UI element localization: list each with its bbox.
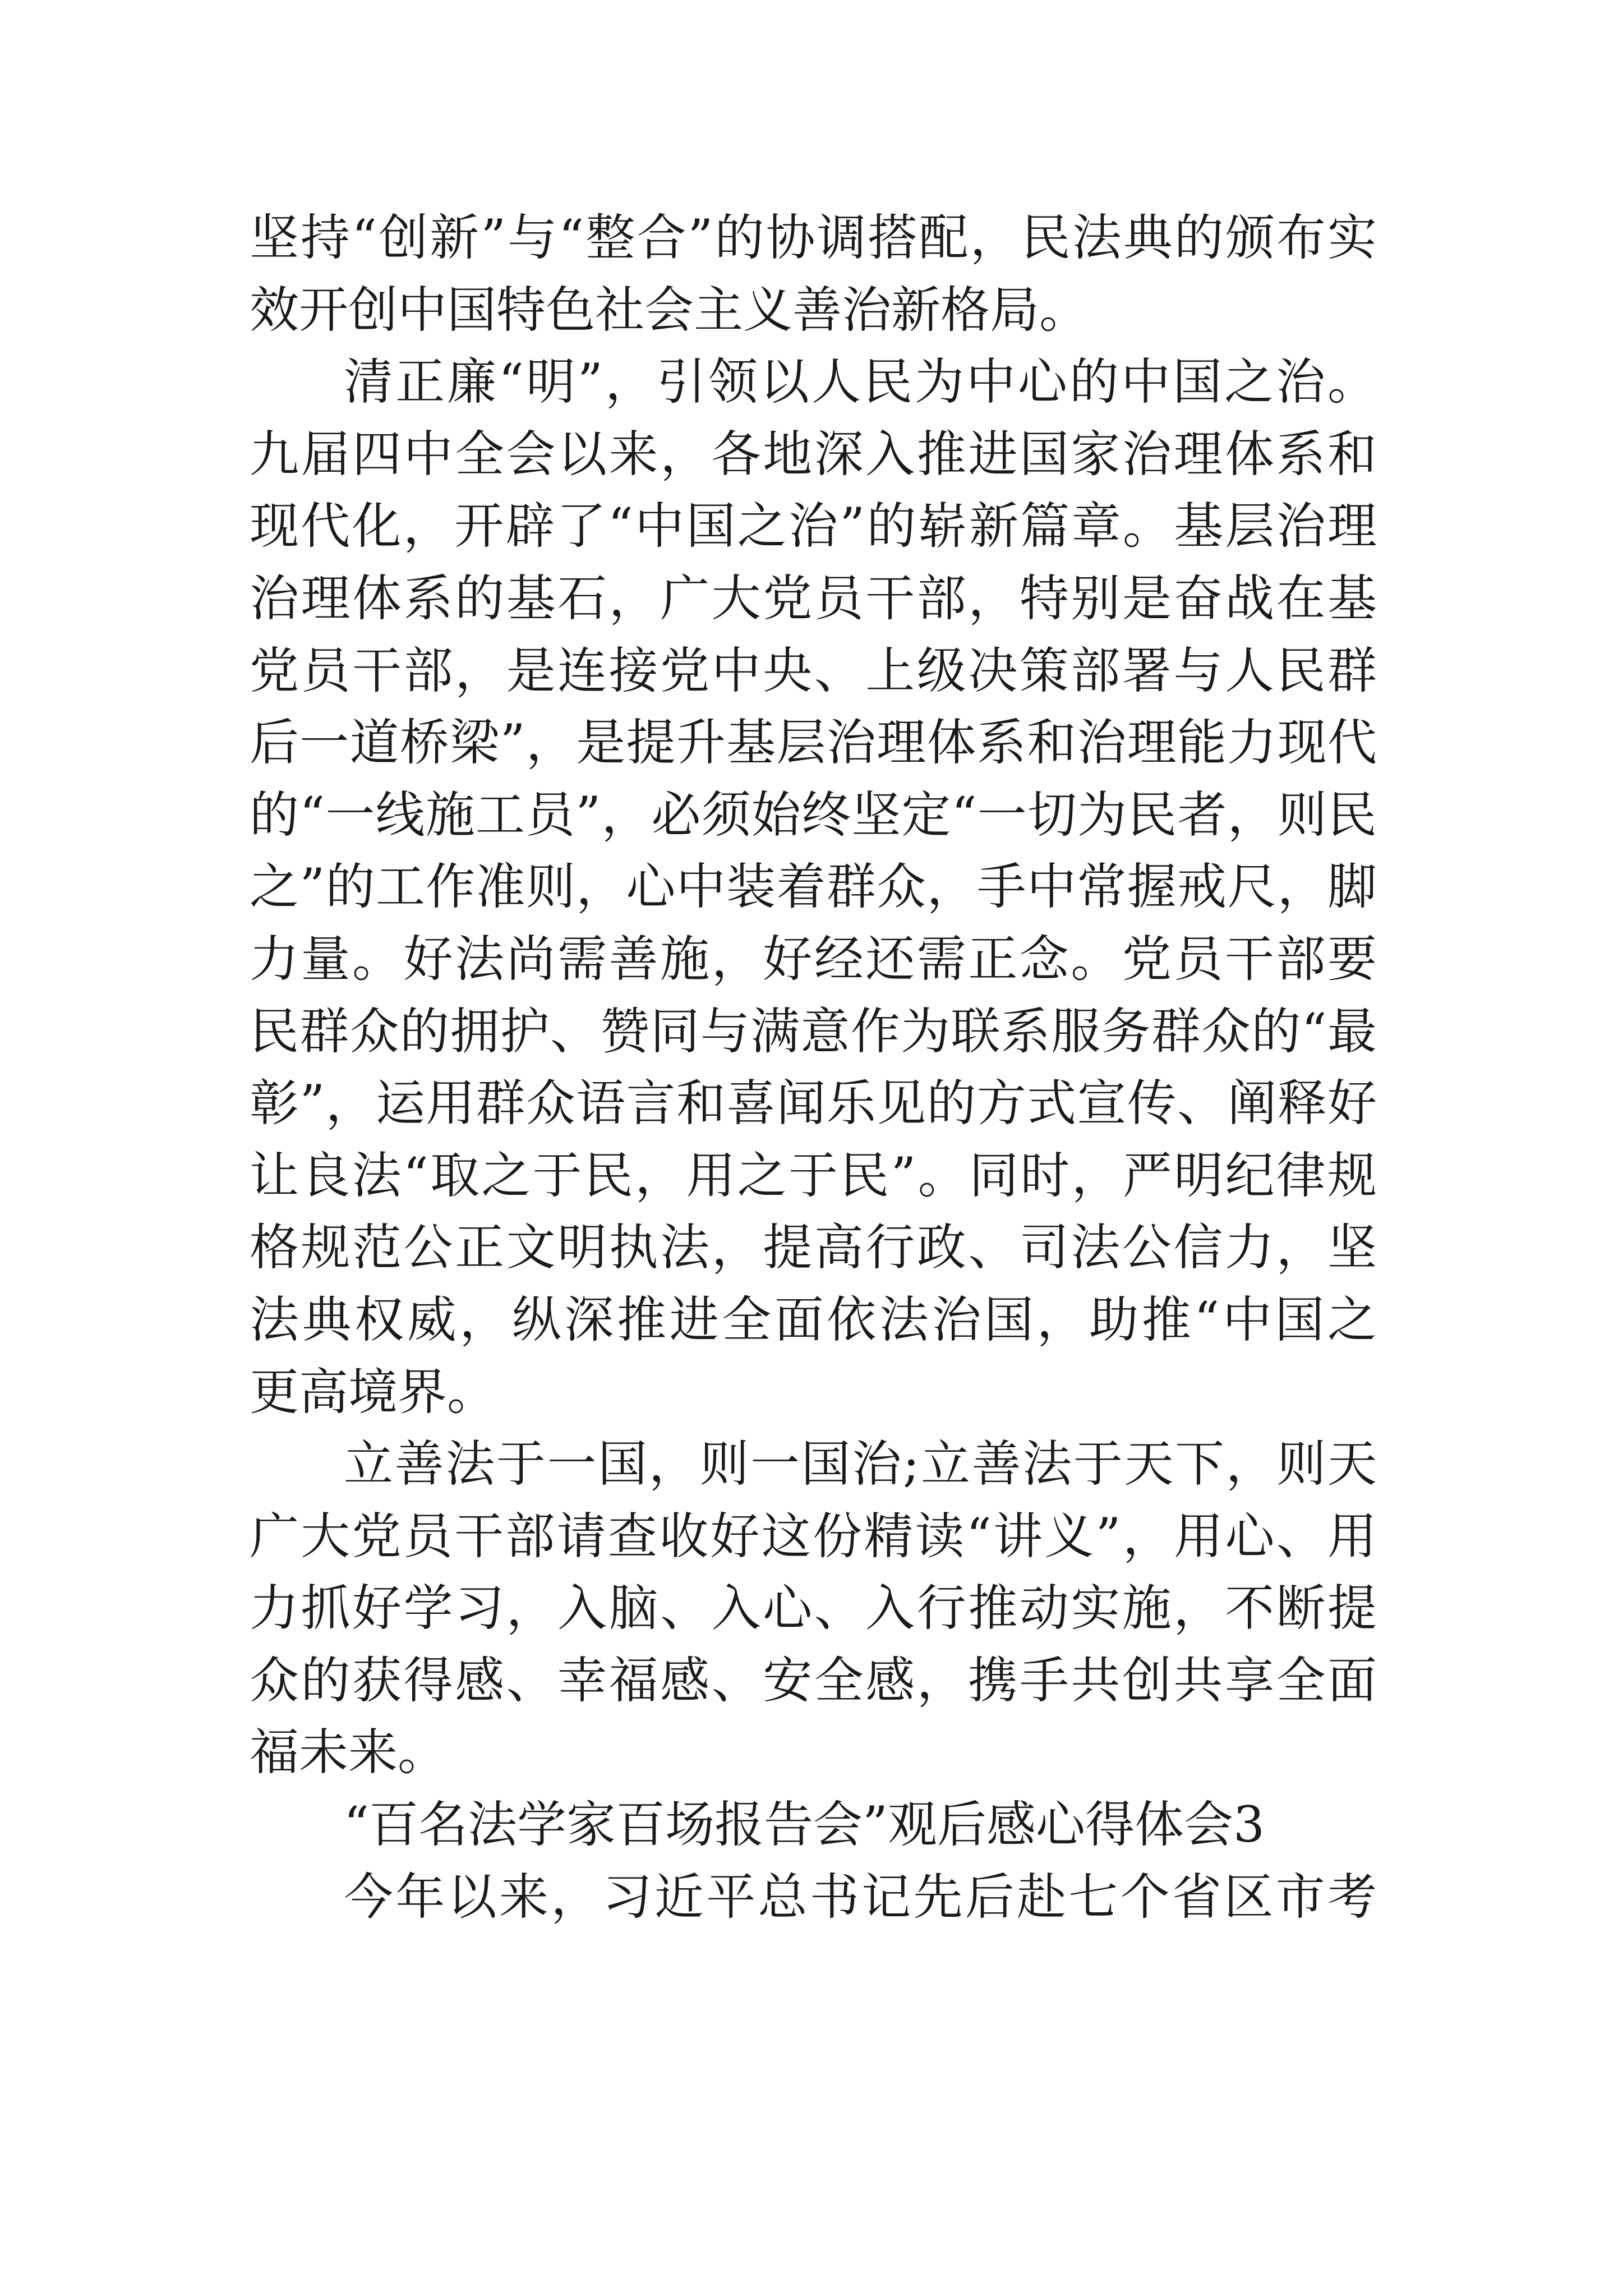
text-line: 的“一线施工员”，必须始终坚定“一切为民者，则民: [250, 785, 1377, 844]
text-line: 党员干部，是连接党中央、上级决策部署与人民群: [250, 641, 1377, 700]
body-text: [250, 202, 1377, 1933]
text-line: 民群众的拥护、赞同与满意作为联系服务群众的“最: [250, 1002, 1377, 1060]
text-line: 众的获得感、幸福感、安全感，携手共创共享全面: [250, 1651, 1377, 1709]
text-line: “百名法学家百场报告会”观后感心得体会3: [344, 1796, 1265, 1854]
text-line: 效开创中国特色社会主义善治新格局。: [250, 280, 1089, 339]
text-line: 治理体系的基石，广大党员干部，特别是奋战在基: [250, 569, 1377, 627]
text-line: 九届四中全会以来，各地深入推进国家治理体系和: [250, 425, 1377, 483]
text-line: 之”的工作准则，心中装着群众，手中常握戒尺，脚: [250, 858, 1377, 916]
text-line: 力量。好法尚需善施，好经还需正念。党员干部要: [250, 930, 1377, 988]
text-line: 更高境界。: [250, 1363, 497, 1421]
text-line: 今年以来，习近平总书记先后赴七个省区市考: [344, 1867, 1377, 1926]
text-line: 让良法“取之于民，用之于民”。同时，严明纪律规: [250, 1146, 1377, 1204]
text-line: 清正廉“明”，引领以人民为中心的中国之治。: [344, 353, 1377, 411]
text-line: 格规范公正文明执法，提高行政、司法公信力，坚: [250, 1218, 1377, 1277]
text-line: 坚持“创新”与“整合”的协调搭配，民法典的颁布实: [250, 209, 1377, 266]
text-line: 后一道桥梁”，是提升基层治理体系和治理能力现代: [250, 714, 1377, 772]
text-line: 力抓好学习，入脑、入心、入行推动实施，不断提: [250, 1579, 1377, 1637]
text-line: 法典权威，纵深推进全面依法治国，助推“中国之: [250, 1290, 1377, 1349]
text-line: 彰”，运用群众语言和喜闻乐见的方式宣传、阐释好: [250, 1074, 1377, 1133]
text-line: 广大党员干部请查收好这份精读“讲义”，用心、用: [250, 1507, 1377, 1565]
text-line: 立善法于一国，则一国治;立善法于天下，则天: [344, 1435, 1377, 1493]
text-line: 福未来。: [250, 1723, 448, 1782]
text-line: 现代化，开辟了“中国之治”的崭新篇章。基层治理: [250, 497, 1377, 555]
